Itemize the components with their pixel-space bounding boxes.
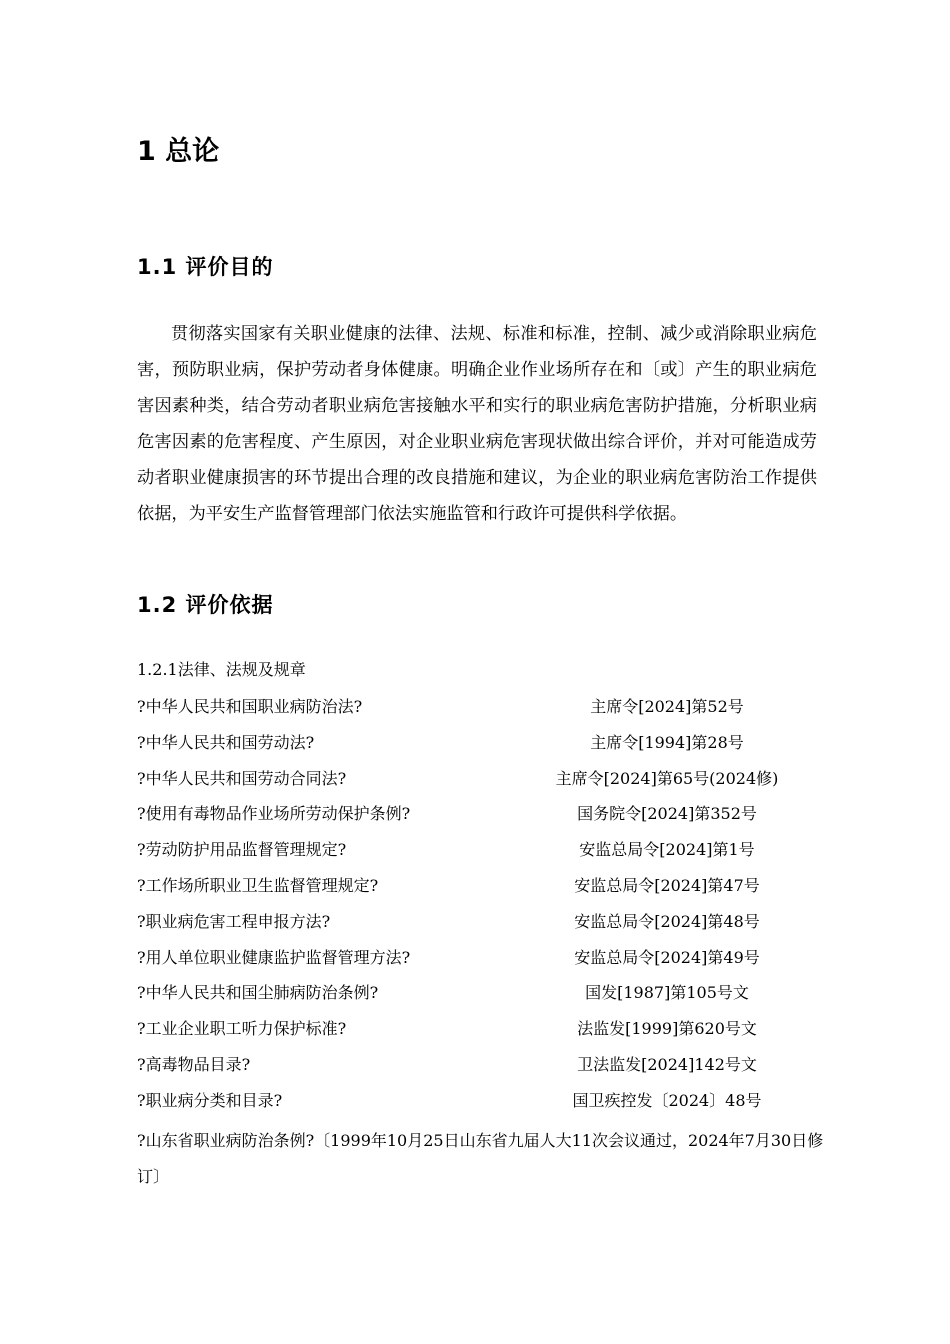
law-title: ?工作场所职业卫生监督管理规定?: [137, 875, 379, 895]
law-document-number: 国务院令[2024]第352号: [577, 804, 757, 824]
list-item: [137, 689, 817, 725]
subsection-heading-laws: 1.2.1法律、法规及规章: [137, 660, 306, 679]
section-heading-purpose: 1.1 评价目的: [137, 255, 274, 279]
list-item: [137, 796, 817, 832]
list-item: [137, 868, 817, 904]
law-title: ?中华人民共和国劳动法?: [137, 732, 315, 752]
section-heading-basis: 1.2 评价依据: [137, 593, 274, 617]
list-item: [137, 1083, 817, 1119]
list-item: [137, 1011, 817, 1047]
law-title: ?高毒物品目录?: [137, 1054, 251, 1074]
law-title: ?使用有毒物品作业场所劳动保护条例?: [137, 804, 411, 824]
law-document-number: 主席令[2024]第65号(2024修): [555, 768, 779, 788]
law-title: ?劳动防护用品监督管理规定?: [137, 840, 347, 860]
law-document-number: 安监总局令[2024]第48号: [574, 911, 760, 931]
list-item: [137, 725, 817, 761]
law-document-number: 国卫疾控发〔2024〕48号: [572, 1090, 762, 1110]
provincial-regulation-item: ?山东省职业病防治条例?〔1999年10月25日山东省九届人大11次会议通过，2024年7月30日修订〕: [137, 1131, 824, 1186]
law-document-number: 主席令[1994]第28号: [590, 732, 744, 752]
law-title: ?职业病危害工程申报方法?: [137, 911, 331, 931]
law-title: ?用人单位职业健康监护监督管理方法?: [137, 947, 411, 967]
law-title: ?中华人民共和国尘肺病防治条例?: [137, 983, 379, 1003]
chapter-heading: 1 总论: [137, 136, 220, 167]
law-document-number: 安监总局令[2024]第1号: [579, 840, 755, 860]
list-item: [137, 904, 817, 940]
law-document-number: 法监发[1999]第620号文: [577, 1019, 757, 1039]
list-item: [137, 832, 817, 868]
list-item: [137, 940, 817, 976]
law-title: ?工业企业职工听力保护标准?: [137, 1019, 347, 1039]
law-title: ?中华人民共和国劳动合同法?: [137, 768, 347, 788]
law-document-number: 安监总局令[2024]第49号: [574, 947, 760, 967]
list-item: [137, 761, 817, 797]
list-item: [137, 975, 817, 1011]
law-document-number: 主席令[2024]第52号: [590, 697, 744, 716]
law-list: [137, 689, 817, 1119]
purpose-paragraph: 贯彻落实国家有关职业健康的法律、法规、标准和标准，控制、减少或消除职业病危害，预防职业病，保护劳动者身体健康。明确企业作业场所存在和〔或〕产生的职业病危害因素种类，结合劳动者职业病危害接触水平和实行的职业病危害防护措施，分析职业病危害因素的危害程度、产生原因，对企业职业病危害现状做出综合评价，并对可能造成劳动者职业健康损害的环节提出合理的改良措施和建议，为企业的职业病危害防治工作提供依据，为平安生产监督管理部门依法实施监管和行政许可提供科学依据。: [137, 324, 817, 525]
list-item: [137, 1047, 817, 1083]
law-title: ?职业病分类和目录?: [137, 1090, 283, 1110]
law-document-number: 安监总局令[2024]第47号: [574, 875, 760, 895]
law-title: ?中华人民共和国职业病防治法?: [137, 697, 363, 716]
law-document-number: 卫法监发[2024]142号文: [577, 1054, 757, 1074]
law-document-number: 国发[1987]第105号文: [585, 983, 749, 1003]
